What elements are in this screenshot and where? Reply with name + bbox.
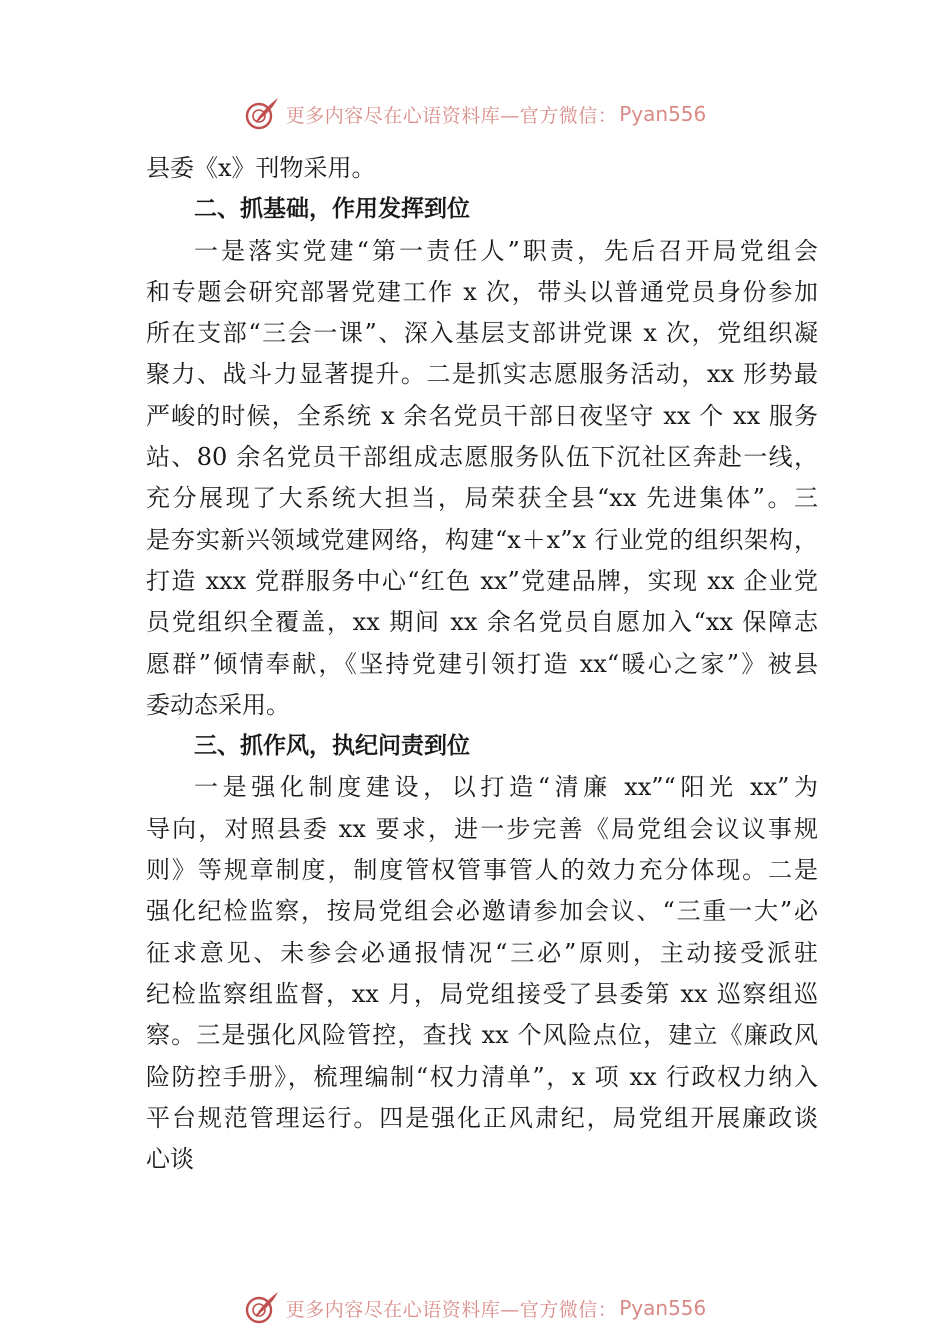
- text-line: 打造 xxx 党群服务中心“红色 xx”党建品牌，实现 xx 企业党: [146, 566, 818, 595]
- text-line: 一是落实党建“第一责任人”职责，先后召开局党组会: [194, 236, 818, 265]
- text-line: 委动态采用。: [146, 690, 290, 719]
- header-watermark: [0, 94, 950, 134]
- text-line: 则》等规章制度，制度管权管事管人的效力充分体现。二是: [146, 856, 818, 885]
- text-line: 纪检监察组监督，xx 月，局党组接受了县委第 xx 巡察组巡: [146, 979, 818, 1008]
- section-heading: 二、抓基础，作用发挥到位: [194, 196, 470, 223]
- text-line: 充分展现了大系统大担当，局荣获全县“xx 先进集体”。三: [146, 484, 818, 513]
- text-line: 察。三是强化风险管控，查找 xx 个风险点位，建立《廉政风: [146, 1021, 818, 1050]
- text-line: 心谈: [146, 1145, 194, 1174]
- section-heading: 三、抓作风，执纪问责到位: [194, 733, 470, 760]
- text-line: 县委《x》刊物采用。: [146, 154, 376, 182]
- text-line: 导向，对照县委 xx 要求，进一步完善《局党组会议议事规: [146, 814, 818, 843]
- text-line: 是夯实新兴领域党建网络，构建“x＋x”x 行业党的组织架构，: [146, 525, 818, 554]
- text-line: 所在支部“三会一课”、深入基层支部讲党课 x 次，党组织凝: [146, 319, 818, 348]
- watermark-account: Pyan556: [619, 102, 707, 126]
- text-line: 愿群”倾情奉献，《坚持党建引领打造 xx“暖心之家”》被县: [146, 649, 818, 678]
- text-line: 员党组织全覆盖，xx 期间 xx 余名党员自愿加入“xx 保障志: [146, 608, 818, 637]
- quill-pen-logo-icon: [244, 1290, 280, 1326]
- text-line: 聚力、战斗力显著提升。二是抓实志愿服务活动，xx 形势最: [146, 360, 818, 389]
- text-line: 和专题会研究部署党建工作 x 次，带头以普通党员身份参加: [146, 277, 818, 306]
- text-line: 征求意见、未参会必通报情况“三必”原则，主动接受派驻: [146, 938, 818, 967]
- text-line: 站、80 余名党员干部组成志愿服务队伍下沉社区奔赴一线，: [146, 443, 818, 472]
- quill-pen-logo-icon: [244, 96, 280, 132]
- watermark-text: 更多内容尽在心语资料库—官方微信：: [285, 104, 618, 127]
- footer-watermark: [0, 1288, 950, 1328]
- watermark-account: Pyan556: [619, 1296, 707, 1320]
- document-body: [146, 148, 818, 1180]
- watermark-text: 更多内容尽在心语资料库—官方微信：: [285, 1298, 618, 1321]
- text-line: 强化纪检监察，按局党组会必邀请参加会议、“三重一大”必: [146, 897, 818, 926]
- text-line: 严峻的时候，全系统 x 余名党员干部日夜坚守 xx 个 xx 服务: [146, 401, 818, 430]
- text-line: 险防控手册》，梳理编制“权力清单”，x 项 xx 行政权力纳入: [146, 1062, 818, 1091]
- text-line: 平台规范管理运行。四是强化正风肃纪，局党组开展廉政谈: [146, 1103, 818, 1132]
- text-line: 一是强化制度建设，以打造“清廉 xx”“阳光 xx”为: [194, 773, 818, 802]
